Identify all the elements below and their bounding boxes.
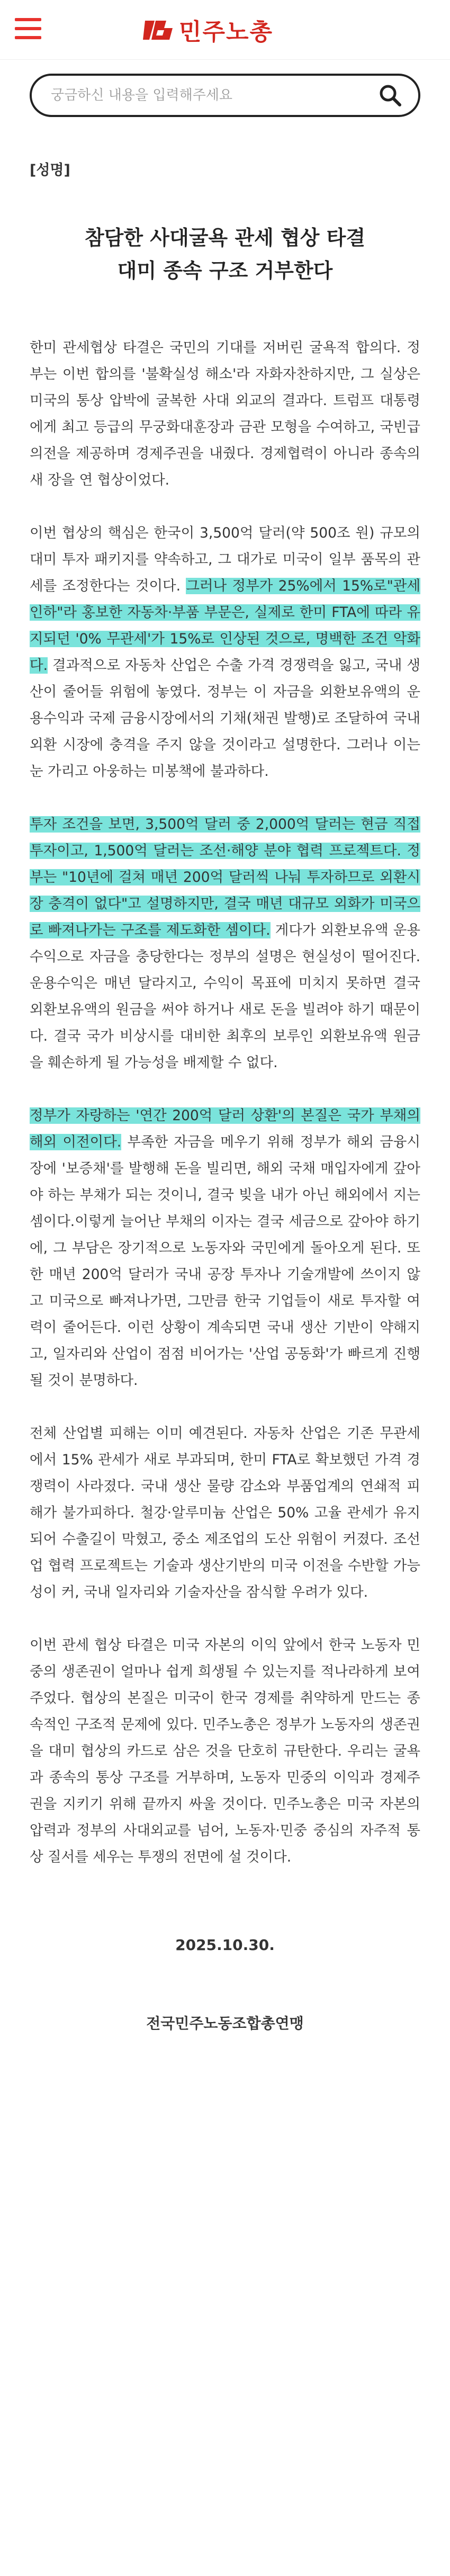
site-logo[interactable] (143, 13, 273, 47)
paragraph-4-text-b: 부족한 자금을 메우기 위해 정부가 해외 금융시장에 '보증채'를 발행해 돈을 빌리면, 해외 국채 매입자에게 갚아야 하는 부채가 되는 것이니, 결국 빚을 내가 아닌 해외에서 지는 셈이다.이렇게 늘어난 부채의 이자는 결국 세금으로 갚아야 하기에, 그 부담은 장기적으로 노동자와 국민에게 돌아오게 된다. 또한 매년 200억 달러가 국내 공장 투자나 기술개발에 쓰이지 않고 미국으로 빠져나가면, 그만큼 한국 기업들이 새로 투자할 여력이 줄어든다. 이런 상황이 계속되면 국내 생산 기반이 약해지고, 일자리와 산업이 점점 비어가는 '산업 공동화'가 빠르게 진행될 것이 분명하다. (30, 1134, 420, 1389)
paragraph-6: 이번 관세 협상 타결은 미국 자본의 이익 앞에서 한국 노동자 민중의 생존권이 얼마나 쉽게 희생될 수 있는지를 적나라하게 보여주었다. 협상의 본질은 미국이 한국 경제를 취약하게 만드는 종속적인 구조적 문제에 있다. 민주노총은 정부가 노동자의 생존권을 대미 협상의 카드로 삼은 것을 단호히 규탄한다. 우리는 굴욕과 종속의 통상 구조를 거부하며, 노동자 민중의 이익과 경제주권을 지키기 위해 끝까지 싸울 것이다. 민주노총은 미국 자본의 압력과 정부의 사대외교를 넘어, 노동자·민중 중심의 자주적 통상 질서를 세우는 투쟁의 전면에 설 것이다. (30, 1637, 420, 1865)
logo-text: 민주노총 (179, 19, 274, 46)
logo-icon (143, 16, 174, 43)
article-title (30, 221, 420, 287)
paragraph-3-highlight: 투자 조건을 보면, 3,500억 달러 중 2,000억 달러는 현금 직접투자이고, 1,500억 달러는 조선·해양 분야 협력 프로젝트다. 정부는 "10년에 걸쳐 매년 200억 달러씩 나눠 투자하므로 외환시장 충격이 없다"고 설명하지만, 결국 매년 대규모 외화가 미국으로 빠져나가는 구조를 제도화한 셈이다. (30, 816, 420, 938)
paragraph-2-text-b: 결과적으로 자동차 산업은 수출 가격 경쟁력을 잃고, 국내 생산이 줄어들 위험에 놓였다. 정부는 이 자금을 외환보유액의 운용수익과 국제 금융시장에서의 기채(채권 발행)로 조달하여 국내 외환 시장에 충격을 주지 않을 것이라고 설명한다. 그러나 이는 눈 가리고 아웅하는 미봉책에 불과하다. (30, 657, 420, 780)
article-title-line2: 대미 종속 구조 거부한다 (117, 259, 333, 282)
paragraph-4-highlight: 정부가 자랑하는 '연간 200억 달러 상환'의 본질은 국가 부채의 해외 이전이다. (30, 1107, 420, 1150)
article-title-line1: 참담한 사대굴욕 관세 협상 타결 (84, 226, 366, 249)
paragraph-3 (30, 811, 420, 1076)
article-organization: 전국민주노동조합총연맹 (146, 2015, 304, 2032)
article-category-tag: [성명] (30, 162, 70, 178)
article (0, 158, 450, 2033)
search-bar (0, 60, 450, 117)
site-header (0, 0, 450, 60)
paragraph-2 (30, 520, 420, 785)
hamburger-menu-icon[interactable] (15, 18, 41, 39)
paragraph-3-text-b: 게다가 외환보유액 운용수익으로 자금을 충당한다는 정부의 설명은 현실성이 떨어진다. 운용수익은 매년 달라지고, 수익이 목표에 미치지 못하면 결국 외환보유액의 원금을 써야 하거나 새로 돈을 빌려야 하기 때문이다. 결국 국가 비상시를 대비한 최후의 보루인 외환보유액 원금을 훼손하게 될 가능성을 배제할 수 없다. (30, 922, 420, 1071)
paragraph-5: 전체 산업별 피해는 이미 예견된다. 자동차 산업은 기존 무관세에서 15% 관세가 새로 부과되며, 한미 FTA로 확보했던 가격 경쟁력이 사라졌다. 국내 생산 물량 감소와 부품업계의 연쇄적 피해가 불가피하다. 철강·알루미늄 산업은 50% 고율 관세가 유지되어 수출길이 막혔고, 중소 제조업의 도산 위험이 커졌다. 조선업 협력 프로젝트는 기술과 생산기반의 미국 이전을 수반할 가능성이 커, 국내 일자리와 기술자산을 잠식할 우려가 있다. (30, 1425, 420, 1600)
search-box (30, 74, 420, 117)
search-input[interactable] (50, 87, 348, 104)
paragraph-2-highlight: 그러나 정부가 25%에서 15%로"관세 인하"라 홍보한 자동차·부품 부문은, 실제로 한미 FTA에 따라 유지되던 '0% 무관세'가 15%로 인상된 것으로, 명백한 조건 악화다. (30, 578, 420, 674)
search-icon[interactable] (379, 84, 401, 106)
paragraph-2-text-a: 이번 협상의 핵심은 한국이 3,500억 달러(약 500조 원) 규모의 대미 투자 패키지를 약속하고, 그 대가로 미국이 일부 품목의 관세를 조정한다는 것이다. (30, 525, 420, 594)
paragraph-4 (30, 1103, 420, 1394)
paragraph-1: 한미 관세협상 타결은 국민의 기대를 저버린 굴욕적 합의다. 정부는 이번 합의를 '불확실성 해소'라 자화자찬하지만, 그 실상은 미국의 통상 압박에 굴복한 사대 외교의 결과다. 트럼프 대통령에게 최고 등급의 무궁화대훈장과 금관 모형을 수여하고, 국빈급 의전을 제공하며 경제주권을 내줬다. 경제협력이 아니라 종속의 새 장을 연 협상이었다. (30, 339, 420, 488)
article-date: 2025.10.30. (175, 1936, 275, 1954)
